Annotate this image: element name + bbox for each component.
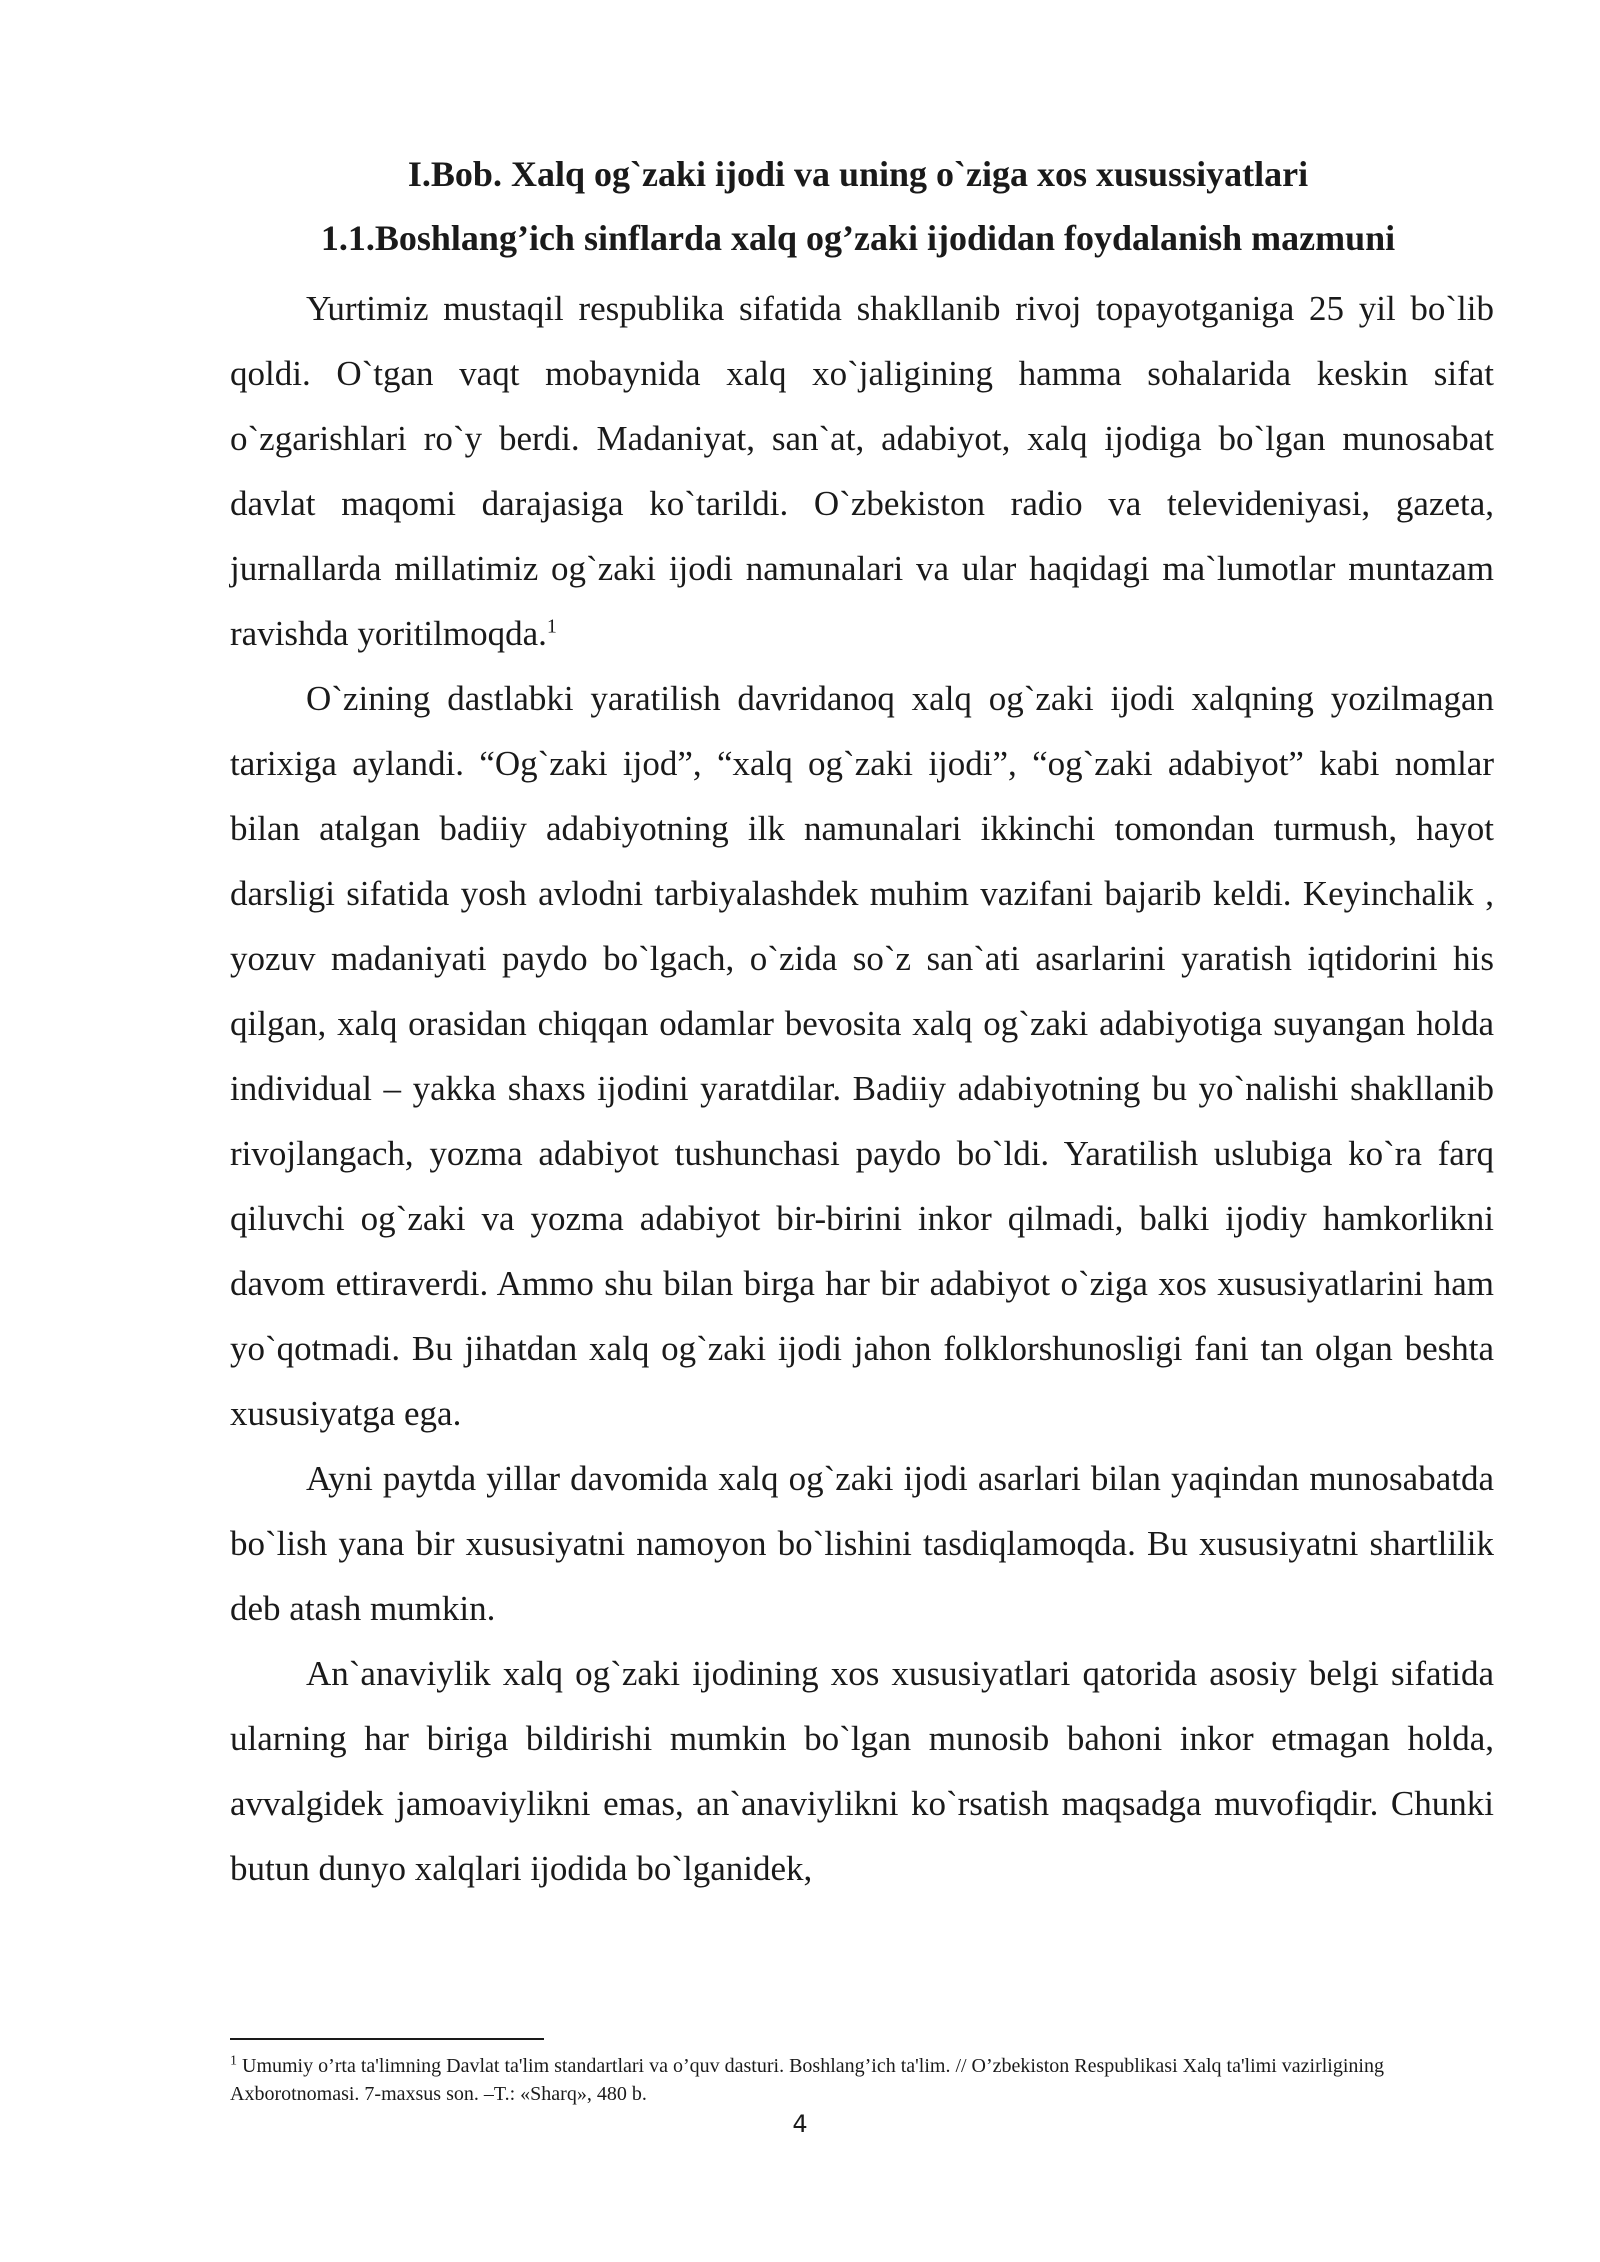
section-title: 1.1.Boshlang’ich sinflarda xalq og’zaki ijodidan foydalanish mazmuni [320, 218, 1396, 258]
chapter-title: I.Bob. Xalq og`zaki ijodi va uning o`ziga xos xusussiyatlari [407, 154, 1309, 194]
footnote-reference[interactable]: 1 [546, 615, 557, 638]
footnote-separator [230, 2038, 544, 2040]
paragraph-3: Ayni paytda yillar davomida xalq og`zaki ijodi asarlari bilan yaqindan munosabatda bo`lish yana bir xususiyatni namoyon bo`lishini tasdiqlamoqda. Bu xususiyatni shartlilik deb atash mumkin. [230, 1459, 1494, 1628]
paragraph-1-text: Yurtimiz mustaqil respublika sifatida shakllanib rivoj topayotganiga 25 yil bo`lib qoldi. O`tgan vaqt mobaynida xalq xo`jaligining hamma sohalarida keskin sifat o`zgarishlari ro`y berdi. Madaniyat, san`at, adabiyot, xalq ijodiga bo`lgan munosabat davlat maqomi darajasiga ko`tarildi. O`zbekiston radio va televideniyasi, gazeta, jurnallarda millatimiz og`zaki ijodi namunalari va ular haqidagi ma`lumotlar muntazam ravishda yoritilmoqda. [230, 289, 1494, 653]
footnote-text: Umumiy o’rta ta'limning Davlat ta'lim standartlari va o’quv dasturi. Boshlang’ich ta'lim. // O’zbekiston Respublikasi Xalq ta'limi vazirligining Axborotnomasi. 7-maxsus son. –T.: «Sharq», 480 b. [230, 2055, 1384, 2105]
paragraph-4: An`anaviylik xalq og`zaki ijodining xos xususiyatlari qatorida asosiy belgi sifatida ularning har biriga bildirishi mumkin bo`lgan munosib bahoni inkor etmagan holda, avvalgidek jamoaviylikni emas, an`anaviylikni ko`rsatish maqsadga muvofiqdir. Chunki butun dunyo xalqlari ijodida bo`lganidek, [230, 1654, 1494, 1888]
page-number: 4 [792, 2110, 808, 2138]
paragraph-1 [230, 276, 1494, 666]
footnote-marker: 1 [230, 2053, 237, 2069]
body-text [230, 276, 1494, 1901]
paragraph-2: O`zining dastlabki yaratilish davridanoq xalq og`zaki ijodi xalqning yozilmagan tarixiga aylandi. “Og`zaki ijod”, “xalq og`zaki ijodi”, “og`zaki adabiyot” kabi nomlar bilan atalgan badiiy adabiyotning ilk namunalari ikkinchi tomondan turmush, hayot darsligi sifatida yosh avlodni tarbiyalashdek muhim vazifani bajarib keldi. Keyinchalik , yozuv madaniyati paydo bo`lgach, o`zida so`z san`ati asarlarini yaratish iqtidorini his qilgan, xalq orasidan chiqqan odamlar bevosita xalq og`zaki adabiyotiga suyangan holda individual – yakka shaxs ijodini yaratdilar. Badiiy adabiyotning bu yo`nalishi shakllanib rivojlangach, yozma adabiyot tushunchasi paydo bo`ldi. Yaratilish uslubiga ko`ra farq qiluvchi og`zaki va yozma adabiyot bir-birini inkor qilmadi, balki ijodiy hamkorlikni davom ettiraverdi. Ammo shu bilan birga har bir adabiyot o`ziga xos xususiyatlarini ham yo`qotmadi. Bu jihatdan xalq og`zaki ijodi jahon folklorshunosligi fani tan olgan beshta xususiyatga ega. [230, 679, 1494, 1433]
footnote [230, 2052, 1494, 2108]
